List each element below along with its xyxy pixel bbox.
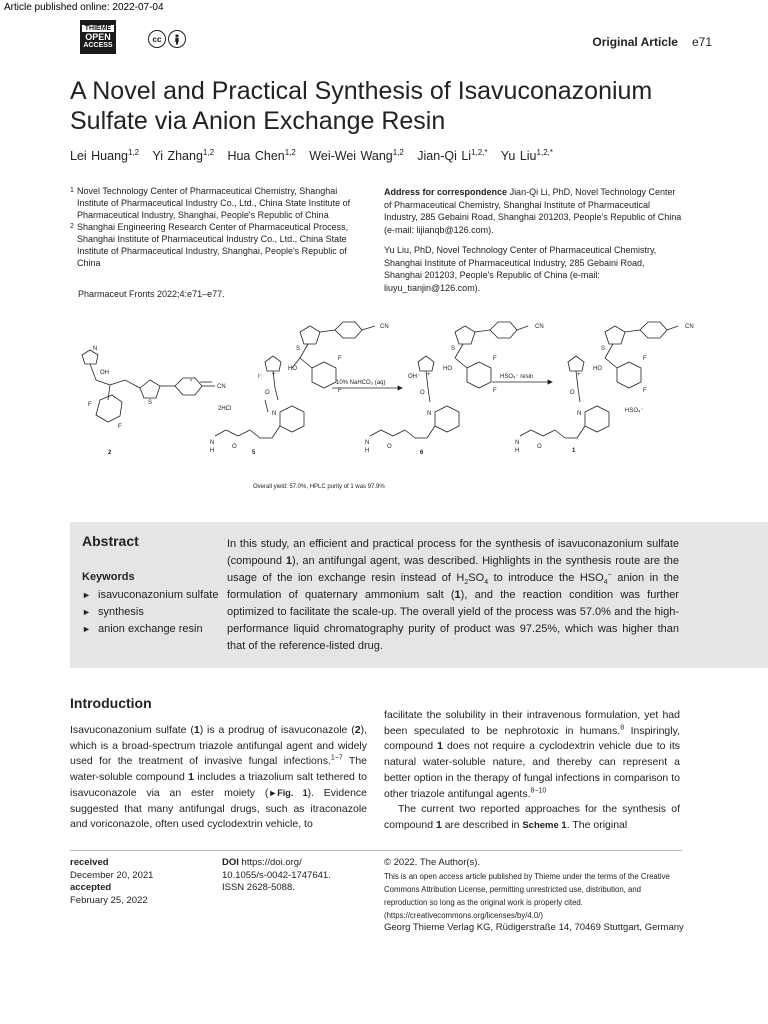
address-label: Address for correspondence xyxy=(384,187,508,197)
scheme-group: HO xyxy=(443,366,452,372)
scheme-group: CN xyxy=(380,324,389,330)
cc-license-icons[interactable] xyxy=(148,30,186,48)
scheme-atom: O xyxy=(232,444,237,450)
published-date-line: Article published online: 2022-07-04 xyxy=(4,2,164,13)
scheme-atom: F xyxy=(88,402,92,408)
scheme-atom: F xyxy=(643,388,647,394)
section-label: Original Article xyxy=(592,35,678,49)
scheme-atom: F xyxy=(338,388,342,394)
affiliations xyxy=(70,185,370,269)
doi-info: DOI https://doi.org/ 10.1055/s-0042-1747641. ISSN 2628-5088. xyxy=(222,857,331,894)
keyword-item[interactable]: ► isavuconazonium sulfate xyxy=(82,587,222,604)
figure-link[interactable]: ►Fig. 1 xyxy=(268,787,308,798)
citation: Pharmaceut Fronts 2022;4:e71–e77. xyxy=(78,289,225,299)
compound-label-6: 6 xyxy=(420,450,424,456)
introduction-column-right: facilitate the solubility in their intravenous formulation, yet had been speculated to be nephrotoxic in humans.$^8$ Inspiringly, compound 1 does not require a cyclodextrin vehicle due to its natural water-soluble nature, and thereby can represent a better option in the therapy of fungal infections in comparison to other triazole antifungal agents.$^{8-10}$ The current two reported approaches for the synthesis of compound 1 are described in Scheme 1. The original xyxy=(384,709,681,831)
keywords-heading: Keywords xyxy=(82,571,135,583)
scheme-atom: F xyxy=(493,388,497,394)
logo-line1: THIEME xyxy=(82,25,114,32)
scheme-anion: OH⁻ xyxy=(408,374,421,380)
cc-icon: cc xyxy=(148,30,166,48)
thieme-open-access-logo[interactable] xyxy=(80,20,116,54)
scheme-atom: F xyxy=(643,356,647,362)
scheme-atom: N xyxy=(577,411,582,417)
received-dates: received December 20, 2021 accepted February 25, 2022 xyxy=(70,857,154,907)
scheme-anion: I⁻ xyxy=(258,374,263,380)
scheme-atom: O xyxy=(570,390,575,396)
scheme-atom: N xyxy=(93,346,98,352)
affiliation-item: 2 Shanghai Engineering Research Center of Pharmaceutical Process, Shanghai Institute of Pharmaceutical Industry Co., Ltd., China State Institute of Pharmaceutical Industry, Shanghai, People's Republic of China xyxy=(70,222,349,268)
scheme-atom: O xyxy=(420,390,425,396)
logo-line3: ACCESS xyxy=(83,42,113,49)
license-text: This is an open access article published by Thieme under the terms of the Creative Commons Attribution License, permitting unrestricted use, distribution, and reproduction so long as the original work is properly cited. (https://creativecommons.org/licenses/by/4.0/) xyxy=(384,871,670,920)
scheme-atom: O xyxy=(265,390,270,396)
scheme-atom: S xyxy=(451,346,456,352)
scheme-atom: F xyxy=(338,356,342,362)
author[interactable]: Yu Liu$^{1,2,*}$ xyxy=(500,148,553,164)
synthesis-scheme xyxy=(60,310,710,500)
scheme-atom: N xyxy=(365,440,370,446)
scheme-atom: S xyxy=(296,346,301,352)
reagent-resin: HSO₄⁻ resin xyxy=(500,374,534,380)
doi-link[interactable]: https://doi.org/ xyxy=(241,857,302,868)
author[interactable]: Hua Chen$^{1,2}$ xyxy=(227,148,296,164)
scheme-atom: H xyxy=(210,448,215,454)
arrow-icon: ► xyxy=(82,590,91,600)
scheme-atom: F xyxy=(493,356,497,362)
scheme-atom: N xyxy=(272,411,277,417)
counterion-label: HSO₄⁻ xyxy=(625,408,644,414)
scheme-atom: O xyxy=(537,444,542,450)
scheme-group: OH xyxy=(100,370,109,376)
correspondence-address: Address for correspondence Jian-Qi Li, PhD, Novel Technology Center of Pharmaceutical Chemistry, Shanghai Institute of Pharmaceutical Industry, 285 Gebaini Road, Shanghai 201203, People's Republic of China (e-mail: lijianqb@126.com). Yu Liu, PhD, Novel Technology Center of Pharmaceutical Chemistry, Shanghai Institute of Pharmaceutical Industry, 285 Gebaini Road, Shanghai 201203, People's Republic of China (e-mail: liuyu_tianjin@126.com). xyxy=(384,187,682,293)
scheme-atom: S xyxy=(148,400,153,406)
reagent-nahco3: 10% NaHCO₃ (aq) xyxy=(336,380,386,386)
author[interactable]: Wei-Wei Wang$^{1,2}$ xyxy=(309,148,404,164)
scheme-charge: + xyxy=(427,372,431,378)
scheme-atom: O xyxy=(387,444,392,450)
scheme-atom: N xyxy=(427,411,432,417)
keyword-list xyxy=(82,587,222,638)
abstract-heading: Abstract xyxy=(82,533,139,549)
scheme-charge: + xyxy=(272,372,276,378)
scheme-link[interactable]: Scheme 1 xyxy=(522,819,567,831)
author[interactable]: Lei Huang$^{1,2}$ xyxy=(70,148,140,164)
author[interactable]: Yi Zhang$^{1,2}$ xyxy=(152,148,215,164)
scheme-group: HO xyxy=(288,366,297,372)
scheme-charge: + xyxy=(577,372,581,378)
page-number: e71 xyxy=(691,35,712,49)
author[interactable]: Jian-Qi $Li^{1,2,*}$ xyxy=(417,148,488,164)
introduction-heading: Introduction xyxy=(70,695,152,711)
scheme-group: CN xyxy=(217,384,226,390)
compound-label-5: 5 xyxy=(252,450,256,456)
logo-line2: OPEN xyxy=(85,32,111,42)
author-list xyxy=(70,148,553,163)
by-icon xyxy=(168,30,186,48)
compound-label-1: 1 xyxy=(572,448,576,454)
arrow-icon: ► xyxy=(82,624,91,634)
scheme-atom: N xyxy=(210,440,215,446)
keyword-item[interactable]: ► synthesis xyxy=(82,604,222,621)
scheme-group: HO xyxy=(593,366,602,372)
scheme-atom: H xyxy=(515,448,520,454)
scheme-atom: H xyxy=(365,448,370,454)
scheme-caption: Overall yield: 57.0%, HPLC purity of 1 was 97.9% xyxy=(253,484,385,490)
doi-link[interactable]: 10.1055/s-0042-1747641. xyxy=(222,869,331,881)
keyword-item[interactable]: ► anion exchange resin xyxy=(82,621,222,638)
scheme-group: CN xyxy=(685,324,694,330)
article-title: A Novel and Practical Synthesis of Isavuconazonium Sulfate via Anion Exchange Resin xyxy=(70,77,653,135)
affiliation-item: 1 Novel Technology Center of Pharmaceutical Chemistry, Shanghai Institute of Pharmaceutical Industry Co., Ltd., China State Institute of Pharmaceutical Industry, Shanghai, People's Republic of China xyxy=(70,186,351,220)
footer-divider xyxy=(70,850,682,851)
scheme-atom: S xyxy=(601,346,606,352)
compound-label-2: 2 xyxy=(108,450,112,456)
scheme-group: CN xyxy=(535,324,544,330)
running-header xyxy=(592,35,712,49)
license-info: © 2022. The Author(s). This is an open access article published by Thieme under the terms of the Creative Commons Attribution License, permitting unrestricted use, distribution, and reproduction so long as the original work is properly cited. (https://creativecommons.org/licenses/by/4.0/) Georg Thieme Verlag KG, Rüdigerstraße 14, 70469 Stuttgart, Germany xyxy=(384,857,684,933)
scheme-atom: N xyxy=(515,440,520,446)
scheme-atom: F xyxy=(118,424,122,430)
arrow-icon: ► xyxy=(82,607,91,617)
introduction-column-left: Isavuconazonium sulfate (1) is a prodrug of isavuconazole (2), which is a broad-spectrum triazole antifungal agent and widely used for the treatment of invasive fungal infections.$^{1-7}$ The water-soluble compound 1 includes a triazolium salt tethered to isavuconazole via an ester moiety (►Fig. 1). Evidence suggested that many antifungal drugs, such as itraconazole and voriconazole, often used cyclodextrin vehicle, to xyxy=(70,724,368,831)
abstract-text: In this study, an efficient and practical process for the synthesis of isavuconazonium sulfate (compound 1), an antifungal agent, was described. Highlights in the synthesis route are the usage of the ion exchange resin instead of $H_2SO_4$ to introduce the $HSO_4^-$ anion in the formulation of quaternary ammonium salt (1), and the reaction condition was further optimized to facilitate the scale-up. The overall yield of the process was 57.0% and the high-performance liquid chromatography purity of product was 97.25%, which was higher than that of the reference-listed drug. xyxy=(227,538,680,652)
salt-label: 2HCl xyxy=(218,406,232,412)
